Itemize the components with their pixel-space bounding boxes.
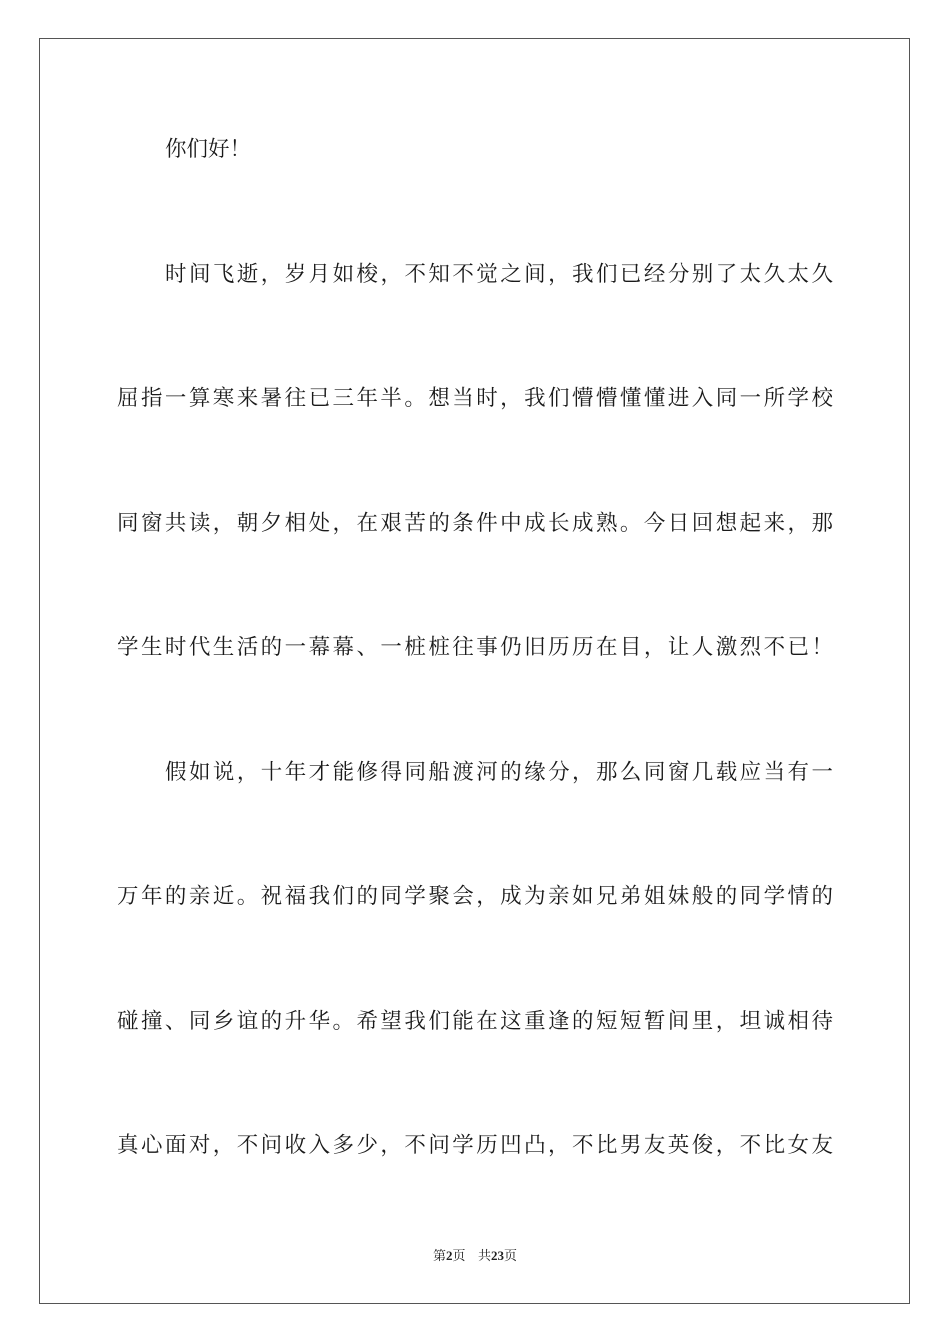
total-label-suffix: 页 xyxy=(503,1249,517,1264)
page-border xyxy=(39,38,910,1304)
paragraph-1-line-3: 同窗共读，朝夕相处，在艰苦的条件中成长成熟。今日回想起来，那 xyxy=(117,511,833,536)
total-label-prefix: 共 xyxy=(477,1249,491,1264)
page-label-suffix: 页 xyxy=(452,1249,466,1264)
current-page-number: 2 xyxy=(446,1248,453,1263)
page-label-prefix: 第 xyxy=(433,1249,447,1264)
paragraph-1-line-2: 屈指一算寒来暑往已三年半。想当时，我们懵懵懂懂进入同一所学校 xyxy=(117,386,833,411)
paragraph-1-line-1: 时间飞逝，岁月如梭，不知不觉之间，我们已经分别了太久太久 xyxy=(165,262,833,287)
total-pages-number: 23 xyxy=(490,1248,504,1263)
paragraph-2-line-3: 碰撞、同乡谊的升华。希望我们能在这重逢的短短暂间里，坦诚相待 xyxy=(117,1009,833,1034)
paragraph-2-line-2: 万年的亲近。祝福我们的同学聚会，成为亲如兄弟姐妹般的同学情的 xyxy=(117,884,833,909)
page-footer xyxy=(0,1247,950,1266)
paragraph-2-line-4: 真心面对，不问收入多少，不问学历凹凸，不比男友英俊，不比女友 xyxy=(117,1133,833,1158)
greeting-line: 你们好！ xyxy=(165,137,252,162)
paragraph-1-line-4: 学生时代生活的一幕幕、一桩桩往事仍旧历历在目，让人激烈不已！ xyxy=(117,635,833,660)
paragraph-2-line-1: 假如说，十年才能修得同船渡河的缘分，那么同窗几载应当有一 xyxy=(165,760,833,785)
